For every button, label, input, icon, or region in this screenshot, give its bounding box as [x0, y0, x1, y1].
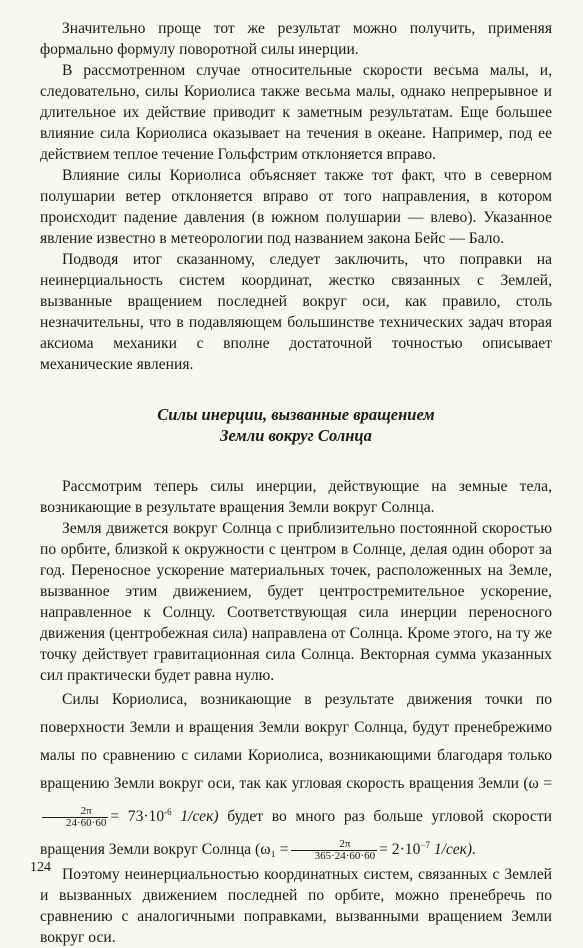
paragraph-text: будет во много раз больше угловой скорости вращения Земли вокруг Солнца: [40, 808, 552, 859]
paragraph-text: Силы Кориолиса, возникающие в результате движения точки по поверхности Земли и вращения Земли вокруг Солнца, будут пренебрежимо малы по сравнению с силами Кориолиса, возникающими благодаря только вращению Земли вокруг оси, так как угловая скорость вращения Земли: [40, 691, 552, 792]
formula-part: = 73·10: [110, 808, 165, 826]
formula-part: = 2·10: [379, 841, 421, 859]
page-number: 124: [30, 860, 51, 875]
formula-part: (ω₁ =: [255, 841, 289, 859]
section-heading-line: Силы инерции, вызванные вращением: [157, 405, 435, 424]
fraction-denominator: 365·24·60·60: [314, 850, 376, 863]
paragraph: В рассмотренном случае относительные скорости весьма малы, и, следовательно, силы Кориолиса также весьма малы, однако непрерывное и длительное их действие приводит к заметным результатам. Еще большее влияние сила Кориолиса оказывает на течения в океане. Например, под ее действием теплое течение Гольфстрим отклоняется вправо.: [40, 62, 552, 163]
fraction-numerator: 2π: [42, 806, 108, 818]
formula-omega1: [255, 838, 477, 863]
section-heading-line: Земли вокруг Солнца: [220, 426, 372, 445]
fraction: [291, 839, 378, 862]
fraction-denominator: 24·60·60: [66, 817, 107, 830]
fraction-numerator: 2π: [291, 839, 378, 851]
paragraph: Значительно проще тот же результат можно получить, применяя формально формулу поворотной силы инерции.: [40, 20, 552, 58]
paragraph: Поэтому неинерциальностью координатных систем, связанных с Землей и вызванных движением последней по орбите, можно пренебречь по сравнению с аналогичными поправками, вызванными вращением Земли вокруг оси.: [40, 866, 552, 947]
formula-unit: 1/сек).: [433, 841, 477, 859]
exponent: −7: [420, 840, 430, 851]
paragraph: Земля движется вокруг Солнца с приблизительно постоянной скоростью по орбите, близкой к окружности с центром в Солнце, делая один оборот за год. Переносное ускорение материальных точек, расположенных на Земле, вызванное этим движением, будет центростремительное ускорение, направленное к Солнцу. Соответствующая сила инерции переносного движения (центробежная сила) направлена от Солнца. Кроме этого, на ту же точку действует гравитационная сила Солнца. Векторная сумма указанных сил практически будет равна нулю.: [40, 520, 552, 684]
section-heading: [40, 404, 552, 446]
paragraph: Влияние силы Кориолиса объясняет также тот факт, что в северном полушарии ветер отклоняется вправо от того направления, в котором происходит падение давления (в южном полушарии — влево). Указанное явление известно в метеорологии под названием закона Бейс — Бало.: [40, 167, 552, 247]
paragraph: Подводя итог сказанному, следует заключить, что поправки на неинерциальность систем координат, жестко связанных с Землей, вызванные вращением последней вокруг оси, как правило, столь незначительны, что в подавляющем большинстве технических задач вторая аксиома механики с вполне достаточной точностью описывает механические явления.: [40, 251, 552, 373]
exponent: -6: [164, 807, 172, 817]
body-text: [40, 18, 552, 948]
formula-unit: 1/сек): [180, 808, 219, 826]
coriolis-paragraph: [40, 686, 552, 864]
fraction: [42, 806, 108, 829]
paragraph: Рассмотрим теперь силы инерции, действующие на земные тела, возникающие в результате вращения Земли вокруг Солнца.: [40, 478, 552, 516]
formula-part: (ω =: [523, 775, 552, 792]
